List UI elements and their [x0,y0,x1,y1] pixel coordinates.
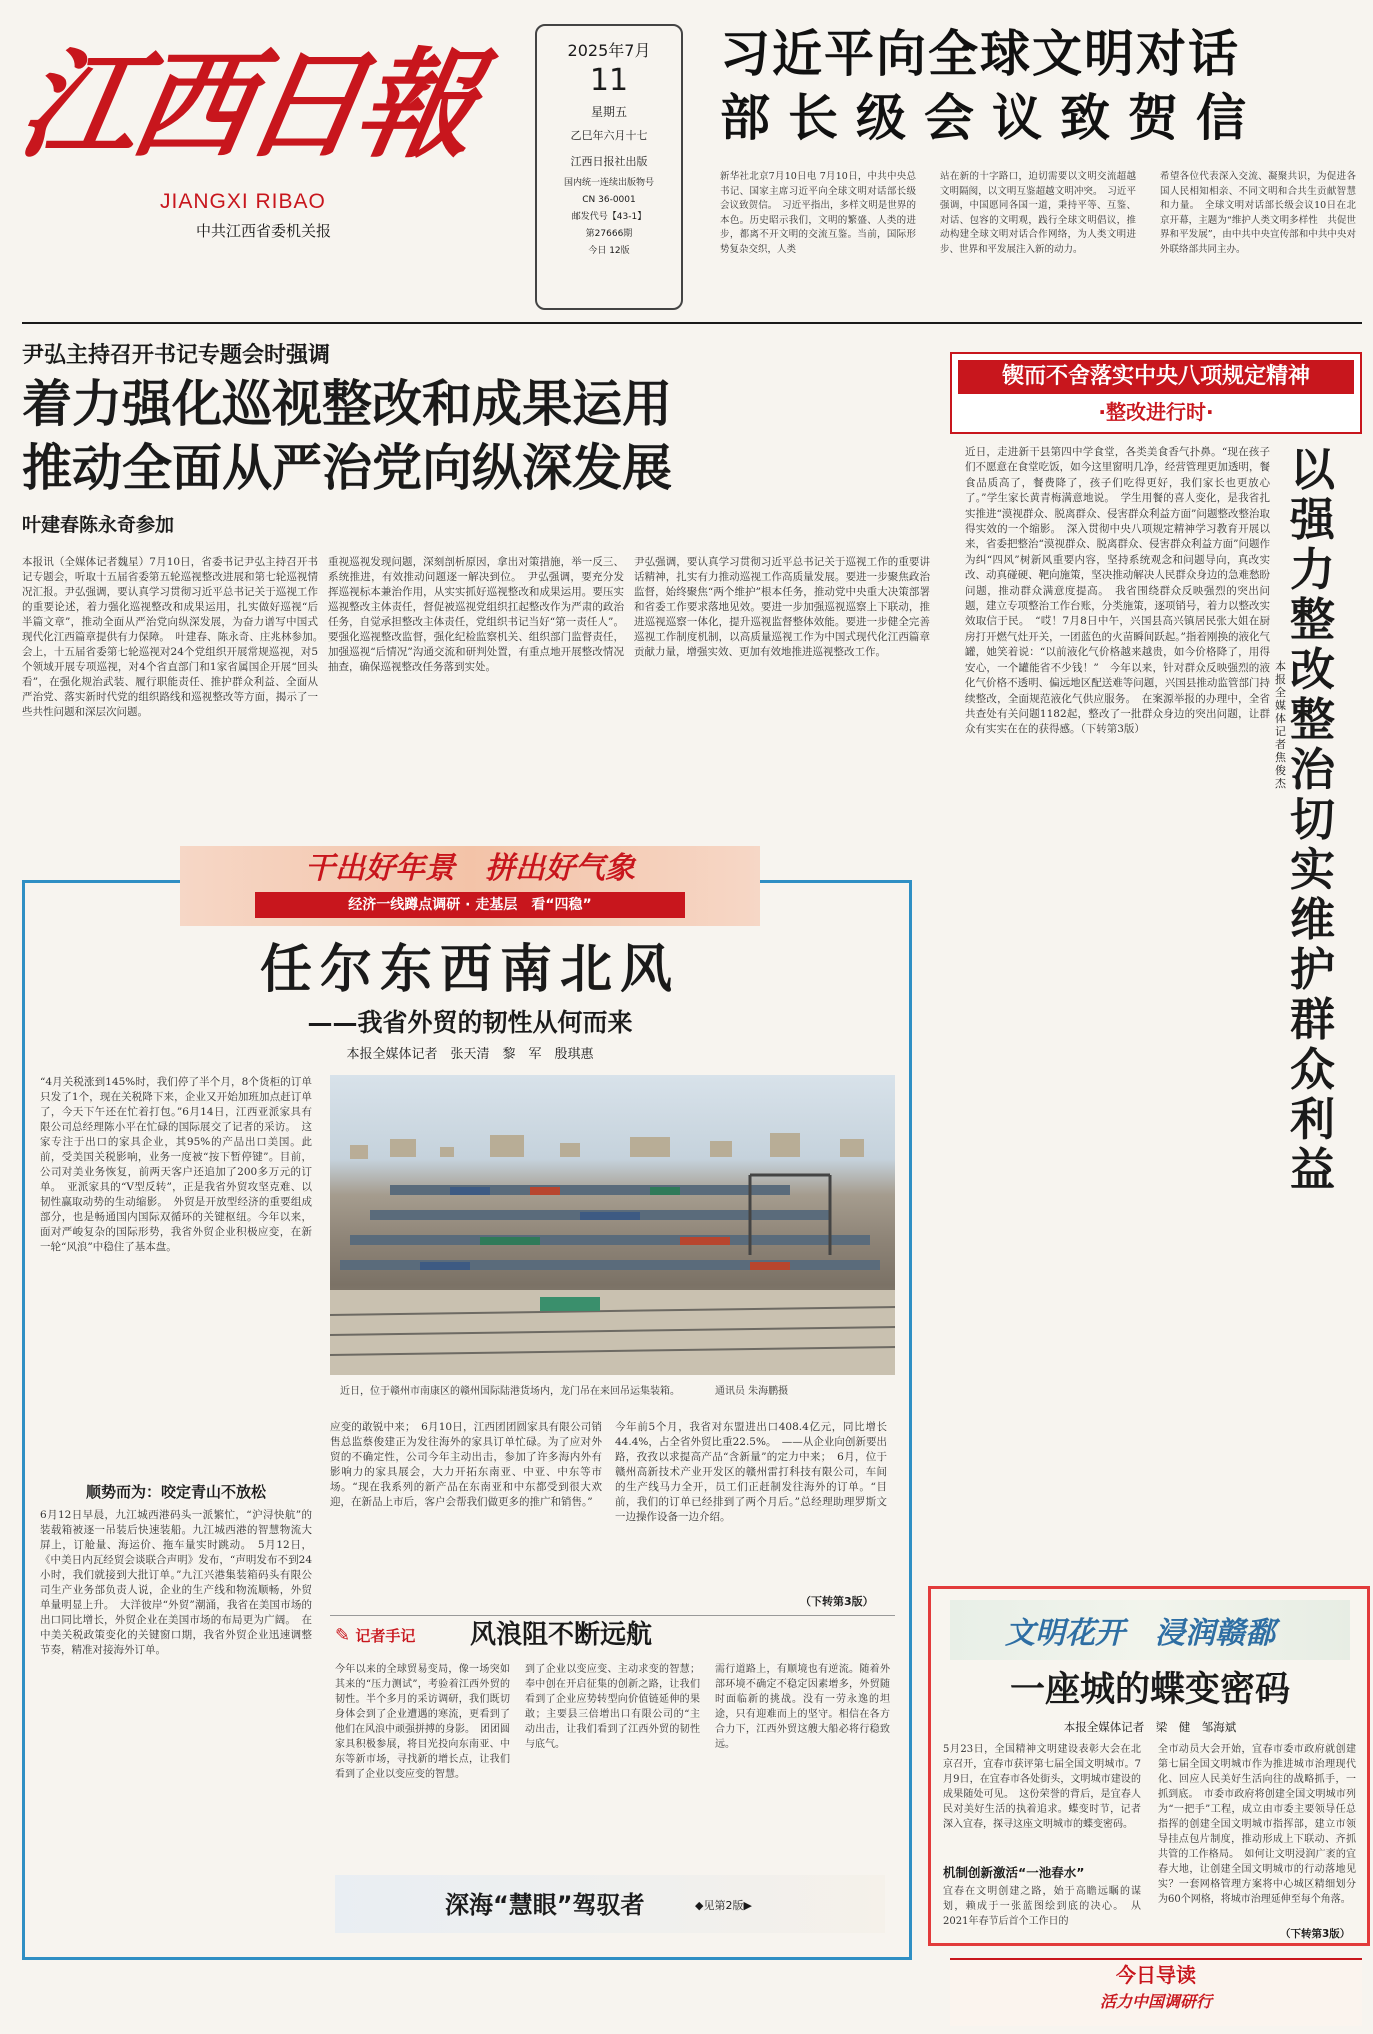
cn-number: CN 36-0001 [582,195,636,205]
sidebar-teaser[interactable] [335,1875,885,1933]
commentary-col2: 到了企业以变应变、主动求变的智慧；奉中创在开启征集的创新之路，让我们看到了企业应势转型向价值链延伸的果敢；主要县三倍增出口有限公司的“主动出击，让我们看到了江西外贸的韧性与底气。 [525,1664,700,1750]
feature-banner [180,846,760,926]
civil-byline: 本报全媒体记者 梁 健 邹海斌 [1063,1720,1237,1734]
issn-label: 国内统一连续出版物号 [563,178,654,188]
date-day: 11 [589,63,629,98]
feature-subhead: ——我省外贸的韧性从何而来 [307,1008,633,1037]
civil-section-title: 机制创新激活“一池春水” [943,1865,1085,1880]
pen-icon: ✎ [335,1625,351,1646]
commentary-tag-label: 记者手记 [355,1627,416,1645]
lead-headline-line2: 部长级会议致贺信 [720,89,1264,147]
date-lunar: 乙巳年六月十七 [570,129,648,142]
sidebar-title: 深海“慧眼”驾驭者 [445,1891,645,1919]
guide-tag1: 活力中国调研行 [1099,1992,1212,2011]
civil-col1b: 宜春在文明创建之路，始于高瞻远瞩的谋划，赖成于一张蓝图绘到底的决心。 从2021年春节后首个工作日的 [943,1886,1141,1927]
guide-box [950,1958,1362,2026]
story2-col2: 重视巡视发现问题，深刻剖析原因，拿出对策措施，举一反三、系统推进，有效推动问题逐一解决到位。 尹弘强调，要充分发挥巡视标本兼治作用，从实实抓好巡视整改和成果运用。要压实巡视整改主体责任，督促被巡视党组织扛起整改作为严肃的政治任务，自觉承担整改主体责任，党组织书记当好“第一责任人”。要强化巡视整改监督，强化纪检监察机关、组织部门监督责任，加强巡视“后情况”沟通交流和研判处置，有重点地开展整改情况抽查，确保巡视整改任务落到实处。 [328,556,624,673]
right-top-byline: 本报全媒体记者 焦俊杰 [1275,660,1286,790]
rail-yard-illustration [330,1075,895,1375]
logo-calligraphy: 江西日報 [9,35,483,174]
logo-pinyin: JIANGXI RIBAO [160,190,326,213]
story2-headline[interactable] [22,372,942,500]
feature-mid-col1: 应变的敢锐中来； 6月10日，江西团团圆家具有限公司销售总监蔡俊建正为发往海外的家具订单忙碌。为了应对外贸的不确定性，公司今年主动出击，参加了许多海内外有影响力的家具展会，大力开拓东南亚、中亚、中东等市场。“现在我系列的新产品在东南亚和中东都受到很大欢迎，在新品上市后，客户会帮我们做更多的推广和销售。” [330,1421,602,1508]
civil-turn[interactable]: （下转第3版） [1280,1928,1351,1940]
civil-headline[interactable]: 一座城的蝶变密码 [1009,1670,1290,1710]
feature-banner-sub: 经济一线蹲点调研 · 走基层 看“四稳” [255,892,685,918]
story2-headline-line1: 着力强化巡视整改和成果运用 [22,375,672,433]
dateline-box [535,24,683,310]
commentary-rule [330,1615,895,1616]
feature-headline[interactable]: 任尔东西南北风 [259,940,680,1000]
feature-mid-col2: 今年前5个月，我省对东盟进出口408.4亿元，同比增长44.4%，占全省外贸比重22.5%。 ——从企业向创新要出路，孜孜以求提高产品“含新量”的定力中来； 6月，位于赣州高新技术产业开发区的赣州雷打科技有限公司，车间的生产线马力全开，员工们正赶制发往海外的订单。“目前，我们的订单已经排到了两个月后。”总经理助理罗斯文一边操作设备一边介绍。 [615,1421,887,1523]
right-banner-title: 锲而不舍落实中央八项规定精神 [958,360,1354,394]
lead-body-col1: 新华社北京7月10日电 7月10日，中共中央总书记、国家主席习近平向全球文明对话部长级会议致贺信。 习近平指出，多样文明是世界的本色。历史昭示我们，文明的繁盛、人类的进步，都离不开文明的交流互鉴。当前，国际形势复杂交织，人类 [720,171,916,255]
postcode: 邮发代号【43-1】 [571,212,647,222]
commentary-title[interactable]: 风浪阻不断远航 [470,1620,653,1650]
lead-headline-line1: 习近平向全球文明对话 [720,25,1240,83]
publisher: 江西日报社出版 [570,155,648,168]
masthead-rule [22,322,1362,324]
right-top-body: 近日，走进新干县第四中学食堂，各类美食香气扑鼻。“现在孩子们不愿意在食堂吃饭，如今这里窗明几净，经营管理更加透明，餐食品质高了，餐费降了，孩子们吃得更好，我们家长也更放心了。”学生家长黄青梅满意地说。 学生用餐的喜人变化，是我省扎实推进“漠视群众、脱离群众、侵害群众利益方面”问题整改整治取得实效的一个缩影。 深入贯彻中央八项规定精神学习教育开展以来，省委把整治“漠视群众、脱离群众、侵害群众利益方面”问题作为纠“四风”树新风重要内容，坚持系统观念和问题导向，真改实改、动真碰硬、靶向施策，坚决推动解决人民群众身边的急难愁盼问题，推动群众满意度提高。 我省围绕群众反映强烈的突出问题，建立专项整治工作台账，分类施策，逐项销号，着力以整改实效取信于民。 “哎！7月8日中午，兴国县高兴镇居民张大姐在厨房打开燃气灶开关，一团蓝色的火苗瞬间跃起。”指着刚换的液化气罐，她笑着说：“以前液化气价格越来越贵，如今价格降了，用得安心，一个罐能省不少钱！” 今年以来，针对群众反映强烈的液化气价格不透明、偏远地区配送难等问题，兴国县推动监管部门持续整改，全面规范液化气供应服务。 在案源举报的办理中，全省共查处有关问题1182起，整改了一批群众身边的突出问题，让群众有实实在在的获得感。（下转第3版） [965,446,1270,736]
feature-photo [330,1075,895,1375]
civil-banner-text: 文明花开 浸润赣鄱 [1005,1616,1275,1651]
civil-col2: 全市动员大会开始，宜春市委市政府就创建第七届全国文明城市作为推进城市治理现代化、回应人民美好生活向往的战略抓手，一抓到底。 市委市政府将创建全国文明城市列为“一把手”工程，成立由市委主要领导任总指挥的创建全国文明城市指挥部，建立市领导挂点包片制度，推动形成上下联动、齐抓共管的工作格局。 如何让文明浸润广袤的宜春大地，让创建全国文明城市的行动落地见实？一套网格管理方案将中心城区精细划分为60个网格，将城市治理延伸至每个角落。 [1158,1744,1356,1905]
guide-title: 今日导读 [1116,1963,1196,1987]
civil-col1: 5月23日，全国精神文明建设表彰大会在北京召开，宜春市获评第七届全国文明城市。7月9日，在宜春市各处街头，文明城市建设的成果随处可见。 这份荣誉的背后，是宜春人民对美好生活的执着追求。蝶变时节，记者深入宜春，探寻这座文明城市的蝶变密码。 [943,1744,1141,1830]
right-top-vertical-headline[interactable]: 以强力整改整治切实维护群众利益 [1290,443,1336,1196]
sidebar-turn: ◆见第2版▶ [695,1899,752,1912]
feature-lead-col: “4月关税涨到145%时，我们停了半个月，8个货柜的订单只发了1个，现在关税降下来，企业又开始加班加点赶订单了，今天下午还在忙着打包。”6月14日，江西亚派家具有限公司总经理陈小平在忙碌的国际展交了记者的采访。 这家专注于出口的家具企业，其95%的产品出口美国。此前，受美国关税影响，业务一度被“按下暂停键”。目前，公司对美业务恢复，前两天客户还追加了200多万元的订单。 亚派家具的“V型反转”，正是我省外贸攻坚克难、以韧性赢取动势的生动缩影。 外贸是开放型经济的重要组成部分，也是畅通国内国际双循环的关键枢纽。今年以来，面对严峻复杂的国际形势，我省外贸企业积极应变，在新一轮“风浪”中稳住了基本盘。 [40,1076,312,1253]
lead-body-col3: 希望各位代表深入交流、凝聚共识，为促进各国人民相知相亲、不同文明和合共生贡献智慧和力量。 全球文明对话部长级会议10日在北京开幕，主题为“维护人类文明多样性 共促世界和平发展”，由中共中央宣传部和中共中央对外联络部共同主办。 [1160,171,1356,255]
feature-section1-title: 顺势而为：咬定青山不放松 [85,1483,266,1501]
feature-banner-main: 干出好年景 拼出好气象 [305,851,635,886]
commentary-tag [335,1625,415,1646]
date-month: 2025年7月 [567,41,651,60]
page-count: 今日 12版 [588,246,630,256]
feature-section1-body: 6月12日早晨，九江城西港码头一派繁忙，“沪浔快航”的装载箱被逐一吊装后快速装船。九江城西港的智慧物流大屏上，订舱量、海运价、拖车量实时跳动。 5月12日，《中美日内瓦经贸会谈联合声明》发布，“声明发布不到24小时，我们就接到大批订单。”九江兴港集装箱码头有限公司生产业务部负责人说，企业的生产线和物流顺畅，外贸单量明显上升。 大洋彼岸“外贸”潮涌，我省在美国市场的出口同比增长，外贸企业在美国市场的布局更为广阔。 在中美关税政策变化的关键窗口期，我省外贸企业迅速调整节奏，精准对接海外订单。 [40,1509,312,1656]
feature-mid-turn[interactable]: （下转第3版） [800,1595,874,1608]
commentary-col1: 今年以来的全球贸易变局，像一场突如其来的“压力测试”，考验着江西外贸的韧性。半个多月的采访调研，我们既切身体会到了企业遭遇的寒流，更看到了他们在风浪中顽强拼搏的身影。 团团圆家具积极参展，将目光投向东南亚、中东等新市场，寻找新的增长点，让我们看到了企业以变应变的智慧。 [335,1664,510,1780]
story2-subhead: 叶建春陈永奇参加 [22,514,175,536]
lead-body-col2: 站在新的十字路口，迫切需要以文明交流超越文明隔阂，以文明互鉴超越文明冲突。 习近平强调，中国愿同各国一道，秉持平等、互鉴、对话、包容的文明观，践行全球文明倡议，推动构建全球文明对话合作网络，为人类文明进步、世界和平发展注入新的动力。 [940,171,1136,255]
commentary-col3: 需行道路上，有顺境也有逆流。随着外部环境不确定不稳定因素增多，外贸随时面临新的挑战。没有一劳永逸的坦途，只有迎难而上的坚守。相信在各方合力下，江西外贸这艘大船必将行稳致远。 [715,1664,890,1750]
story2-kicker: 尹弘主持召开书记专题会时强调 [22,343,331,368]
lead-headline[interactable] [720,22,1360,150]
right-banner [950,352,1362,434]
story2-headline-line2: 推动全面从严治党向纵深发展 [22,439,672,497]
date-weekday: 星期五 [590,105,627,119]
story2-col1: 本报讯（全媒体记者魏星）7月10日，省委书记尹弘主持召开书记专题会，听取十五届省委第五轮巡视整改进展和第七轮巡视情况汇报。尹弘强调，要认真学习贯彻习近平总书记关于巡视工作的重要论述，着力强化巡视整改和成果运用，扎实做好巡视“后半篇文章”，推动全面从严治党向纵深发展，为奋力谱写中国式现代化江西篇章提供有力保障。 叶建春、陈永奇、庄兆林参加。 会上，十五届省委第七轮巡视对24个党组织开展常规巡视，对5个领域开展专项巡视，对4个省直部门和1家省属国企开展“回头看”，在强化规治武装、履行职能责任、推护群众利益、全面从严治党、落实新时代党的组织路线和巡视整改等方面，揭示了一些共性问题和深层次问题。 [22,556,329,718]
issue-number: 第27666期 [585,229,633,239]
logo-org: 中共江西省委机关报 [196,222,332,240]
feature-byline: 本报全媒体记者 张天清 黎 军 殷琪惠 [346,1047,594,1062]
civil-banner [950,1600,1350,1660]
story2-col3: 尹弘强调，要认真学习贯彻习近平总书记关于巡视工作的重要讲话精神，扎实有力推动巡视工作高质量发展。要进一步聚焦政治监督，始终聚焦“两个维护”根本任务，推动党中央重大决策部署和省委工作要求落地见效。要进一步加强巡视巡察上下联动，推进巡视巡察一体化，提升巡视监督整体效能。要进一步健全完善巡视工作制度机制，以高质量巡视工作为中国式现代化江西篇章贡献力量，增强实效、更加有效地推进巡视整改工作。 [634,556,930,658]
right-banner-sub: ·整改进行时· [1098,400,1214,424]
masthead-logo [9,30,520,240]
feature-photo-caption: 近日，位于赣州市南康区的赣州国际陆港货场内，龙门吊在来回吊运集装箱。 通讯员 朱海鹏摄 [340,1386,789,1397]
